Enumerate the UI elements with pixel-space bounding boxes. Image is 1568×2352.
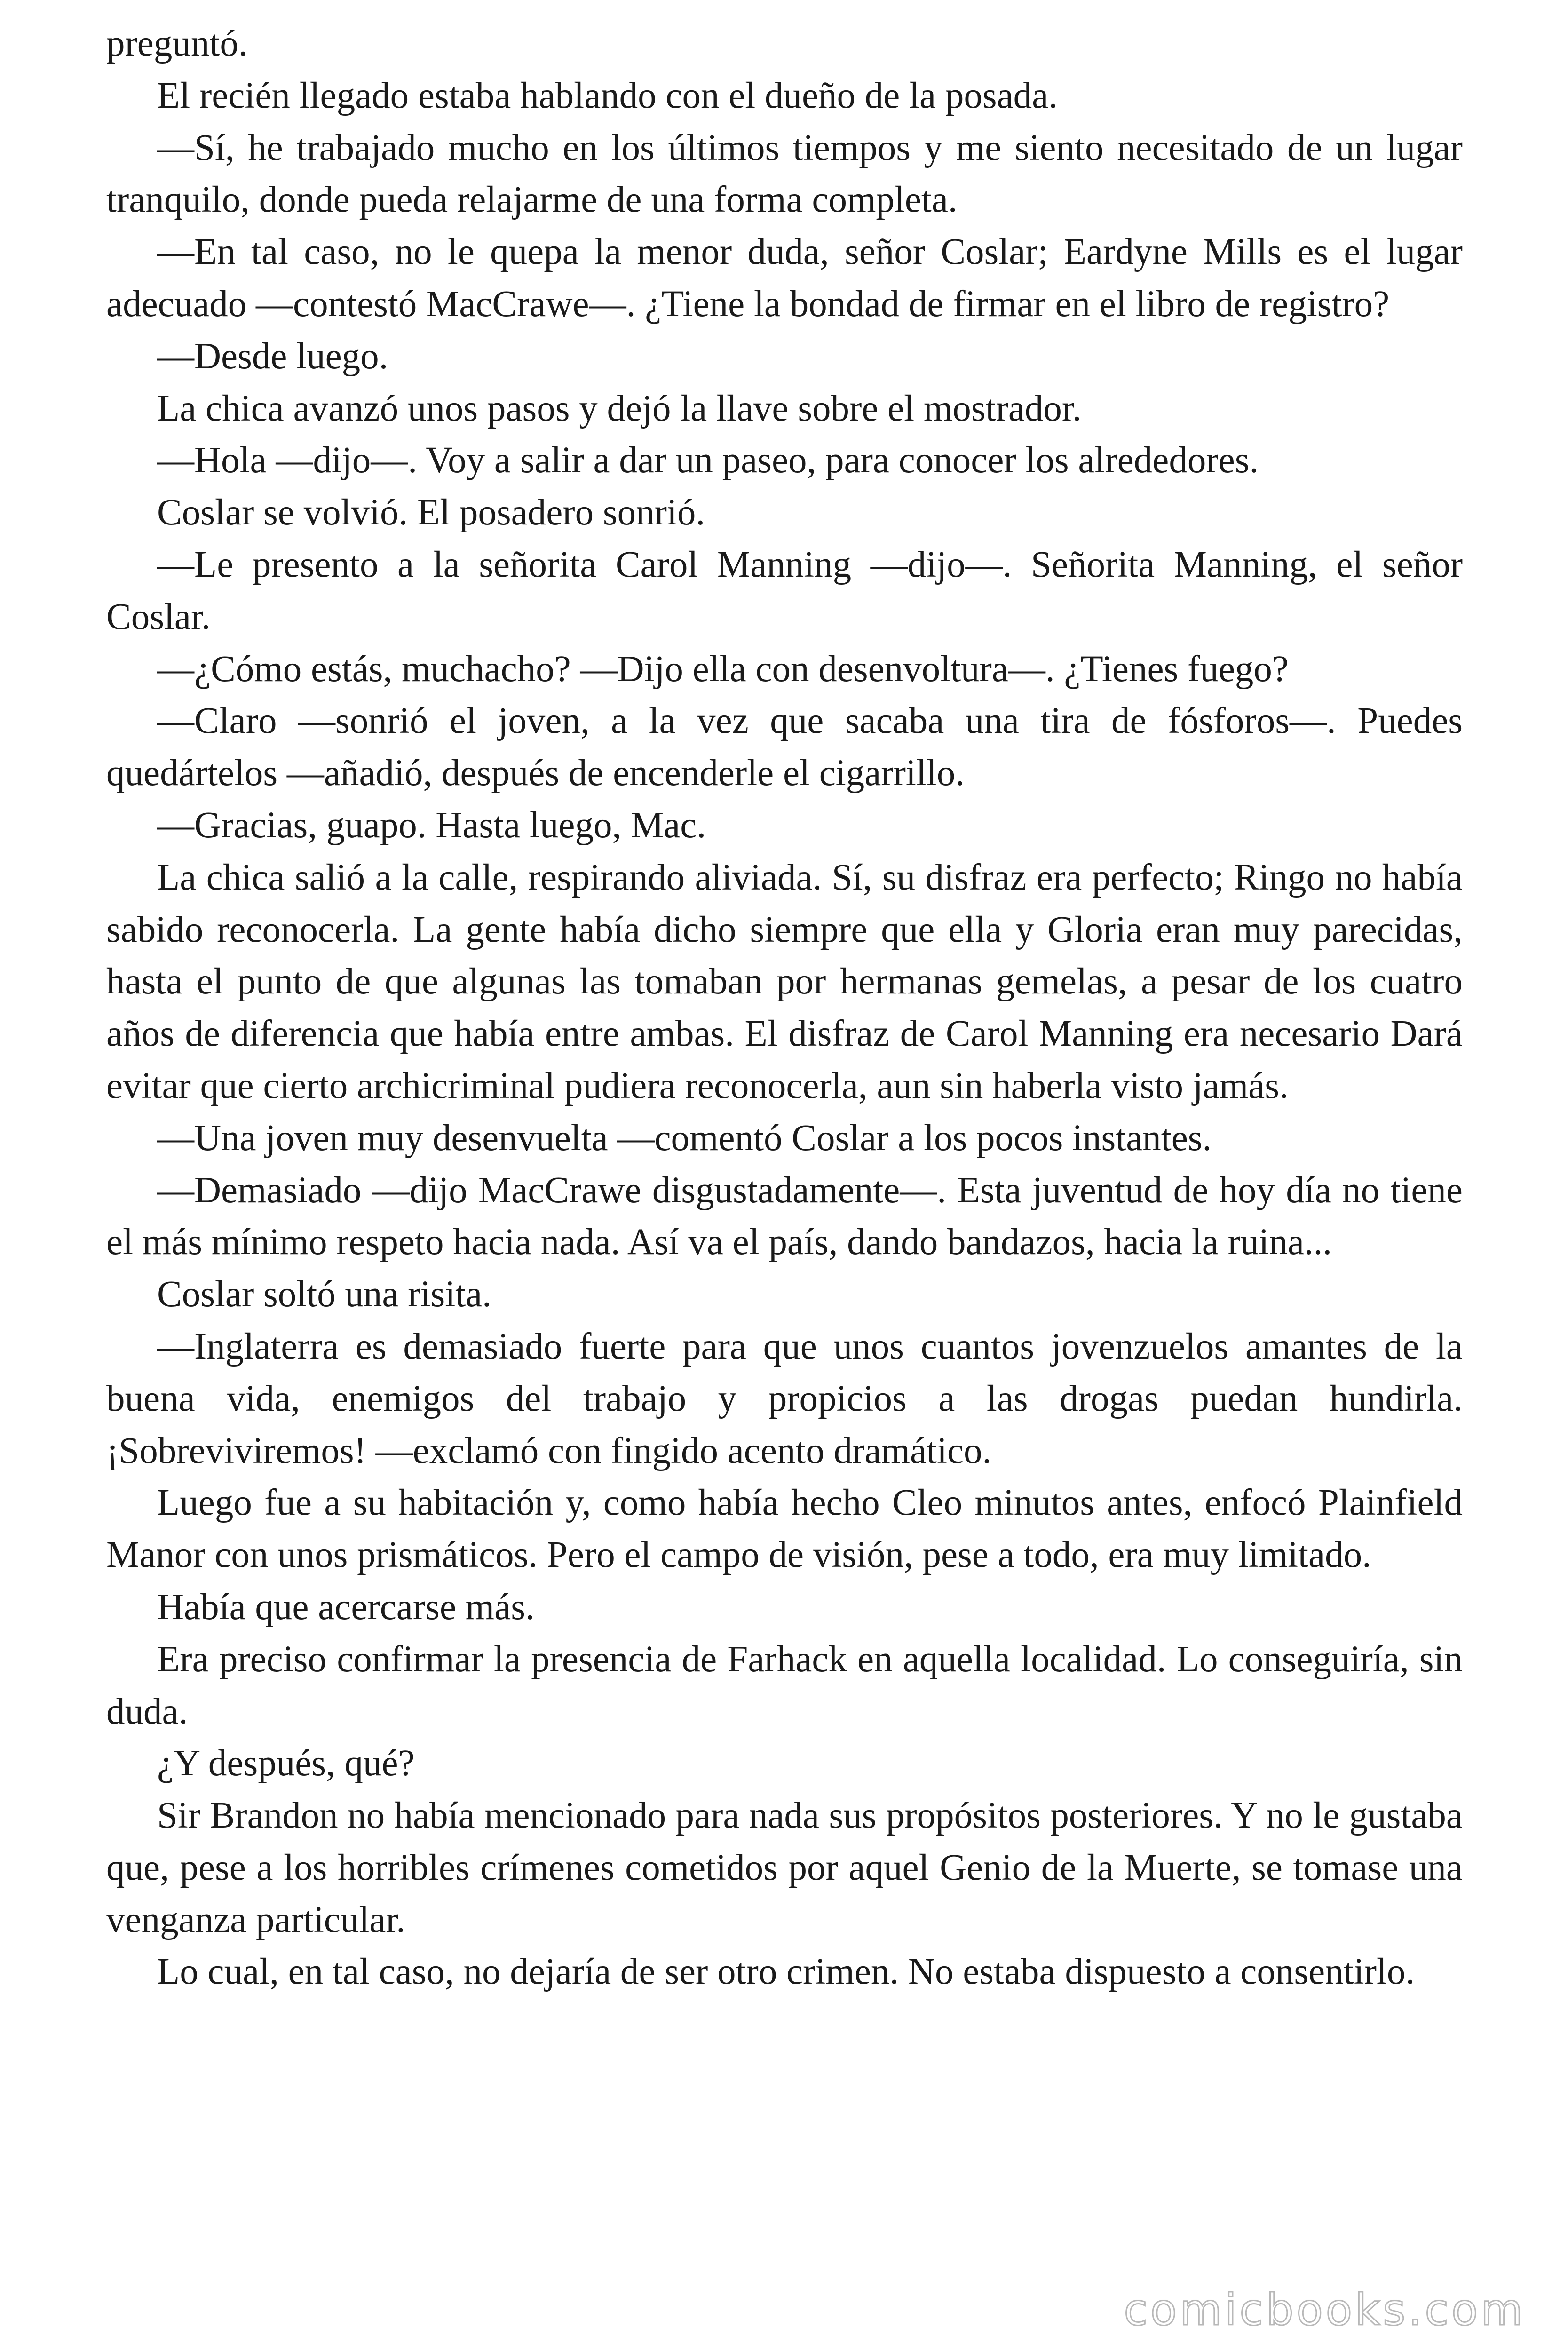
paragraph-4: —En tal caso, no le quepa la menor duda, señor Coslar; Eardyne Mills es el lugar adecuado —contestó MacCrawe—. ¿Tiene la bondad de firmar en el libro de registro? [106, 231, 1463, 325]
paragraph-8: Coslar se volvió. El posadero sonrió. [157, 492, 705, 533]
site-watermark: comicbooks.com [1124, 2285, 1526, 2335]
paragraph-5: —Desde luego. [157, 335, 388, 377]
paragraph-17: —Inglaterra es demasiado fuerte para que unos cuantos jovenzuelos amantes de la buena vida, enemigos del trabajo y propicios a las drogas puedan hundirla. ¡Sobreviviremos! —exclamó con fingido acento dramático. [106, 1326, 1463, 1471]
paragraph-10: —¿Cómo estás, muchacho? —Dijo ella con desenvoltura—. ¿Tienes fuego? [157, 648, 1289, 690]
paragraph-3: —Sí, he trabajado mucho en los últimos tiempos y me siento necesitado de un lugar tranquilo, donde pueda relajarme de una forma completa. [106, 127, 1463, 221]
paragraph-7: —Hola —dijo—. Voy a salir a dar un paseo, para conocer los alrededores. [157, 440, 1259, 481]
paragraph-16: Coslar soltó una risita. [157, 1274, 491, 1315]
paragraph-14: —Una joven muy desenvuelta —comentó Coslar a los pocos instantes. [157, 1117, 1212, 1159]
paragraph-19: Había que acercarse más. [157, 1586, 535, 1628]
paragraph-15: —Demasiado —dijo MacCrawe disgustadamente—. Esta juventud de hoy día no tiene el más mínimo respeto hacia nada. Así va el país, dando bandazos, hacia la ruina... [106, 1169, 1463, 1263]
paragraph-2: El recién llegado estaba hablando con el dueño de la posada. [157, 75, 1058, 116]
paragraph-11: —Claro —sonrió el joven, a la vez que sacaba una tira de fósforos—. Puedes quedártelos —añadió, después de encenderle el cigarrillo. [106, 700, 1463, 794]
paragraph-9: —Le presento a la señorita Carol Manning —dijo—. Señorita Manning, el señor Coslar. [106, 544, 1463, 637]
paragraph-6: La chica avanzó unos pasos y dejó la llave sobre el mostrador. [157, 388, 1082, 429]
paragraph-12: —Gracias, guapo. Hasta luego, Mac. [157, 804, 706, 846]
page-body [106, 18, 1463, 1998]
paragraph-23: Lo cual, en tal caso, no dejaría de ser otro crimen. No estaba dispuesto a consentirlo. [157, 1951, 1415, 1993]
paragraph-18: Luego fue a su habitación y, como había hecho Cleo minutos antes, enfocó Plainfield Manor con unos prismáticos. Pero el campo de visión, pese a todo, era muy limitado. [106, 1482, 1463, 1576]
paragraph-13: La chica salió a la calle, respirando aliviada. Sí, su disfraz era perfecto; Ringo no había sabido reconocerla. La gente había dicho siempre que ella y Gloria eran muy parecidas, hasta el punto de que algunas las tomaban por hermanas gemelas, a pesar de los cuatro años de diferencia que había entre ambas. El disfraz de Carol Manning era necesario Dará evitar que cierto archicriminal pudiera reconocerla, aun sin haberla visto jamás. [106, 857, 1463, 1106]
paragraph-1: preguntó. [106, 23, 248, 64]
paragraph-22: Sir Brandon no había mencionado para nada sus propósitos posteriores. Y no le gustaba que, pese a los horribles crímenes cometidos por aquel Genio de la Muerte, se tomase una venganza particular. [106, 1795, 1463, 1940]
paragraph-21: ¿Y después, qué? [157, 1743, 415, 1784]
paragraph-20: Era preciso confirmar la presencia de Farhack en aquella localidad. Lo conseguiría, sin duda. [106, 1638, 1463, 1732]
